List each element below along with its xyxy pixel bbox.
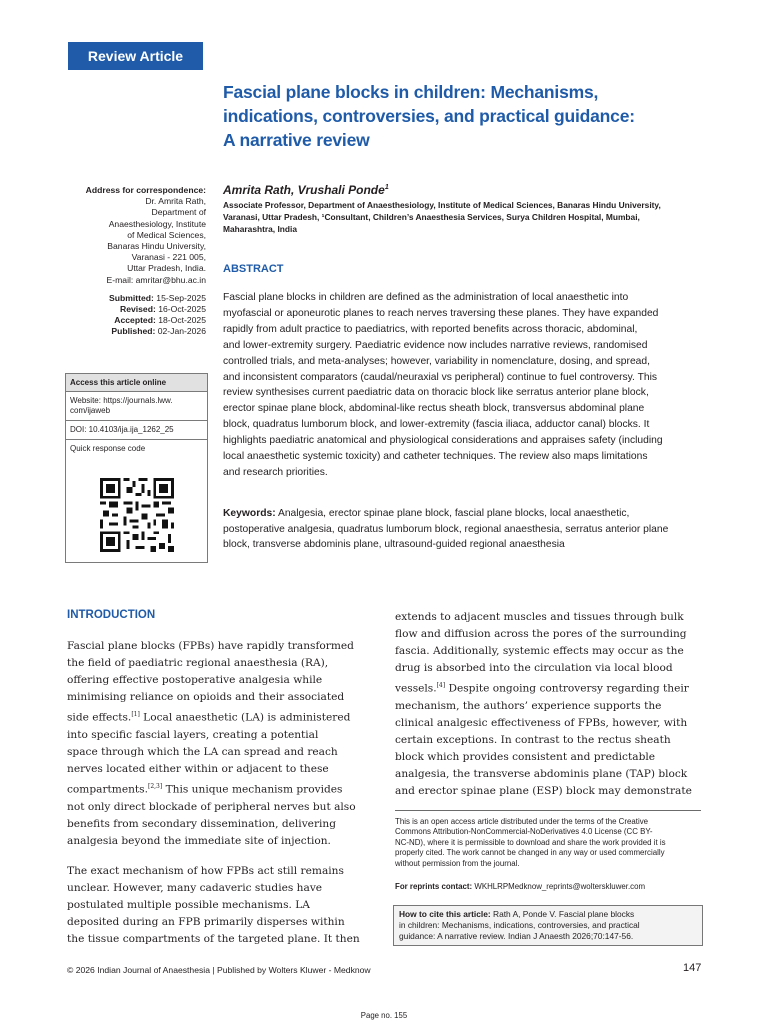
title-line: Fascial plane blocks in children: Mechanisms, [223, 82, 599, 102]
correspondence-label: Address for correspondence: [85, 185, 206, 195]
keywords: Keywords: Analgesia, erector spinae plane block, fascial plane blocks, local anaesthetic, postoperative analgesia, quadratus lumborum block, regional anaesthesia, serratus anterior plane block, transverse abdominis plane, ultrasound-guided regional anaesthesia [223, 508, 669, 550]
keywords-label: Keywords: [223, 508, 276, 519]
correspondence-line: Department of [151, 207, 206, 218]
qr-label: Quick response code [70, 444, 146, 453]
footer-copyright: © 2026 Indian Journal of Anaesthesia | Published by Wolters Kluwer - Medknow [67, 965, 371, 975]
license-notice: This is an open access article distributed under the terms of the Creative Commons Attribution-NonCommercial-NoDerivatives 4.0 License (CC BY- NC-ND), where it is permissible to download and share the work provided it is properly cited. The work cannot be changed in any way or used commercially without permission from the journal. [395, 817, 666, 868]
correspondence-line: Varanasi - 221 005, [131, 252, 206, 263]
citation-box: How to cite this article: Rath A, Ponde V. Fascial plane blocks in children: Mechanisms, indications, controversies, and practical guidance: A narrative review. Indian J Anaesth 2026;70:147-56. [393, 905, 703, 946]
correspondence-line: Uttar Pradesh, India. [127, 263, 206, 274]
article-dates [42, 293, 206, 338]
reprints-contact: For reprints contact: WKHLRPMedknow_reprints@wolterskluwer.com [395, 882, 646, 891]
reprints-email[interactable]: WKHLRPMedknow_reprints@wolterskluwer.com [474, 882, 646, 891]
date-revised: Revised: 16-Oct-2025 [120, 304, 206, 315]
access-heading: Access this article online [66, 374, 207, 392]
affiliations: Associate Professor, Department of Anaesthesiology, Institute of Medical Sciences, Banaras Hindu University, Varanasi, Uttar Pradesh, ¹Consultant, Children’s Anaesthesia Services, Surya Children Hospital, Mumbai, Maharashtra, India [223, 200, 661, 234]
article-type-badge: Review Article [68, 42, 203, 70]
access-doi[interactable]: DOI: 10.4103/ija.ija_1262_25 [66, 421, 207, 440]
correspondence-line: Banaras Hindu University, [107, 241, 206, 252]
page-no-label: Page no. 155 [360, 1011, 408, 1020]
date-submitted: Submitted: 15-Sep-2025 [109, 292, 206, 303]
intro-paragraph-continued: extends to adjacent muscles and tissues through bulk flow and diffusion across the pores of the surrounding fascia. Additionally, systemic effects may occur as the drug is absorbed into the circulation via local blood vessels.[4] Despite ongoing controversy regarding their mechanism, the authors’ experience supports the clinical analgesic effectiveness of FPBs, however, with certain exceptions. In contrast to the rectus sheath block which provides consistent and predictable analgesia, the transverse abdominis plane (TAP) block and erector spinae plane (ESP) block may demonstrate [395, 611, 692, 798]
authors: Amrita Rath, Vrushali Ponde$^1$ [223, 183, 389, 197]
correspondence-block [42, 185, 206, 338]
divider [395, 810, 701, 811]
correspondence-line: Anaesthesiology, Institute [108, 218, 206, 229]
introduction-heading: INTRODUCTION [67, 609, 156, 621]
intro-paragraph-2: The exact mechanism of how FPBs act still remains unclear. However, many cadaveric studies have postulated multiple possible mechanisms. LA deposited during an FPB primarily disperses within the tissue compartments of the targeted plane. It then [67, 865, 360, 946]
date-accepted: Accepted: 18-Oct-2025 [114, 315, 206, 326]
qr-code-icon[interactable] [100, 478, 174, 552]
abstract-heading: ABSTRACT [223, 263, 284, 275]
article-title [223, 80, 713, 152]
correspondence-line: of Medical Sciences, [127, 229, 206, 240]
correspondence-line: Dr. Amrita Rath, [145, 196, 206, 207]
abstract-text: Fascial plane blocks in children are defined as the administration of local anaesthetic into myofascial or aponeurotic planes to reach nerves traversing these planes. They have expanded rapidly from adult practice to paediatrics, with reported benefits across thoracic, abdominal, and lower-extremity surgery. Paediatric evidence now includes narrative reviews, randomised controlled trials, and meta-analyses; however, variability in nomenclature, dosing, and spread, and inconsistent comparators (caudal/neuraxial vs peripheral) continue to fuel controversy. This review synthesises current paediatric data on thoracic block like serratus anterior plane block, erector spinae plane block, abdominal-like rectus sheath block, transversus abdominal plane block, quadratus lumborum block, and lower-extremity (fascia iliaca, adductor canal) blocks. It highlights paediatric anatomical and physiological considerations and appraises safety (including local anaesthetic systemic toxicity) and catheter techniques. The review also maps limitations and research priorities. [223, 292, 663, 478]
access-website[interactable]: Website: https://journals.lww. com/ijaweb [66, 392, 207, 421]
title-line: A narrative review [223, 130, 370, 150]
title-line: indications, controversies, and practical guidance: [223, 106, 635, 126]
access-online-box [65, 373, 208, 563]
correspondence-email[interactable]: E-mail: amritar@bhu.ac.in [106, 274, 206, 285]
date-published: Published: 02-Jan-2026 [111, 326, 206, 337]
intro-paragraph-1: Fascial plane blocks (FPBs) have rapidly transformed the field of paediatric regional anaesthesia (RA), offering effective postoperative analgesia while minimising reliance on opioids and their associated side effects.[1] Local anaesthetic (LA) is administered into specific fascial layers, creating a potential space through which the LA can spread and reach nerves located either within or adjacent to these compartments.[2,3] This unique mechanism provides not only direct blockade of peripheral nerves but also benefits from secondary dissemination, delivering analgesia beyond the immediate site of injection. [67, 640, 356, 848]
page-number: 147 [683, 962, 702, 974]
